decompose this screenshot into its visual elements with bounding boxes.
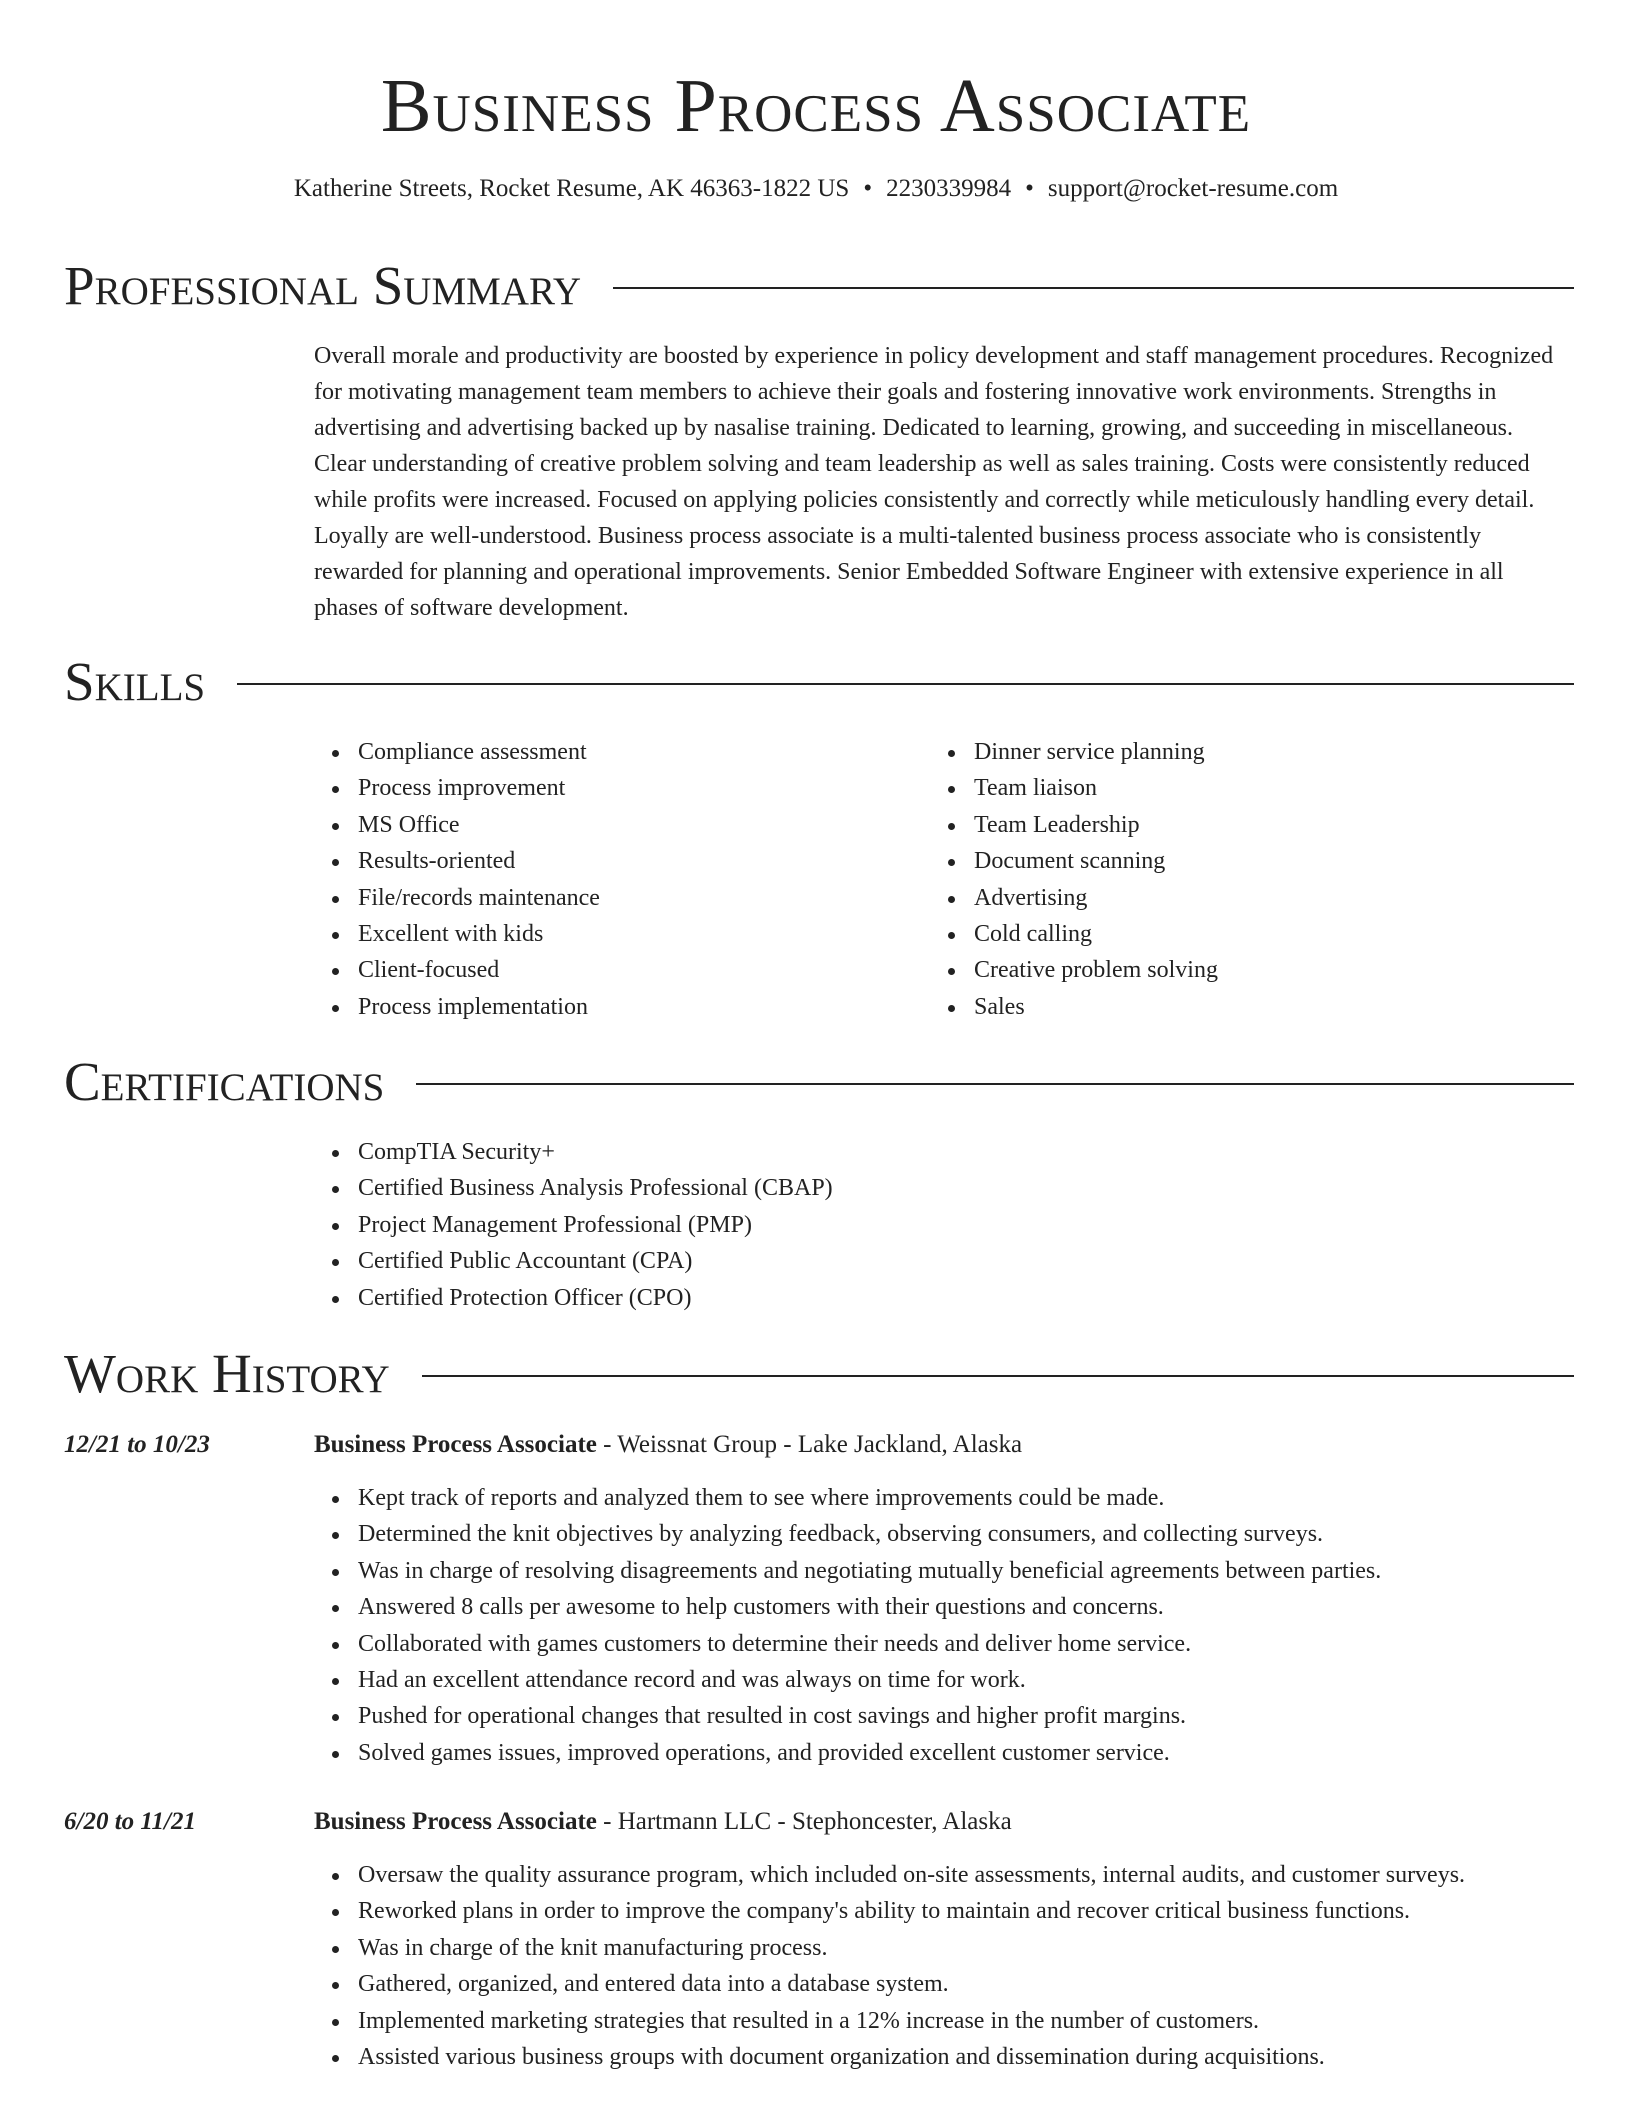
skill-item: Client-focused [314,952,600,988]
skill-item: Process implementation [314,989,600,1025]
job-duty-item: Oversaw the quality assurance program, which included on-site assessments, internal audits, and customer surveys. [314,1857,1465,1893]
certification-item: Project Management Professional (PMP) [314,1207,833,1243]
job-dates: 6/20 to 11/21 [64,1808,196,1835]
skill-item: Compliance assessment [314,734,600,770]
skill-item: Sales [930,989,1218,1025]
job-duty-item: Answered 8 calls per awesome to help customers with their questions and concerns. [314,1589,1381,1625]
certification-item: Certified Public Accountant (CPA) [314,1243,833,1279]
job-title-line [314,1805,1012,1839]
job-duty-item: Determined the knit objectives by analyzing feedback, observing consumers, and collecting surveys. [314,1516,1381,1552]
job-title-line [314,1428,1022,1462]
contact-email: support@rocket-resume.com [1047,175,1339,202]
section-header-work-history [64,1342,1574,1406]
job-duty-item: Assisted various business groups with document organization and dissemination during acquisitions. [314,2039,1465,2075]
job-duty-item: Had an excellent attendance record and was always on time for work. [314,1662,1381,1698]
job-duty-item: Implemented marketing strategies that resulted in a 12% increase in the number of customers. [314,2003,1465,2039]
job-duty-item: Was in charge of resolving disagreements and negotiating mutually beneficial agreements between parties. [314,1553,1381,1589]
certification-item: Certified Protection Officer (CPO) [314,1280,833,1316]
certifications-list [314,1134,833,1316]
section-title-skills: Skills [64,651,206,712]
job-duty-item: Pushed for operational changes that resulted in cost savings and higher profit margins. [314,1698,1381,1734]
section-title-summary: Professional Summary [64,255,582,316]
contact-phone: 2230339984 [886,175,1012,202]
job-duty-item: Solved games issues, improved operations, and provided excellent customer service. [314,1735,1381,1771]
skill-item: Creative problem solving [930,952,1218,988]
job-duty-item: Was in charge of the knit manufacturing process. [314,1930,1465,1966]
contact-line [0,172,1632,206]
section-title-work-history: Work History [64,1343,390,1404]
job-duty-item: Gathered, organized, and entered data into a database system. [314,1966,1465,2002]
skill-item: Dinner service planning [930,734,1218,770]
job-dates: 12/21 to 10/23 [64,1431,210,1458]
skill-item: Excellent with kids [314,916,600,952]
certification-item: CompTIA Security+ [314,1134,833,1170]
section-divider [613,287,1574,289]
job-duty-item: Reworked plans in order to improve the company's ability to maintain and recover critical business functions. [314,1893,1465,1929]
skill-item: Document scanning [930,843,1218,879]
contact-address: Katherine Streets, Rocket Resume, AK 46363-1822 US [293,175,850,202]
section-divider [416,1083,1574,1085]
skill-item: Process improvement [314,770,600,806]
skill-item: Cold calling [930,916,1218,952]
job-role: Business Process Associate [314,1431,597,1458]
skill-item: Results-oriented [314,843,600,879]
section-header-skills [64,650,1574,714]
section-divider [422,1375,1574,1377]
skill-item: MS Office [314,807,600,843]
skill-item: Team Leadership [930,807,1218,843]
job-duties-list [314,1480,1381,1771]
job-duty-item: Kept track of reports and analyzed them to see where improvements could be made. [314,1480,1381,1516]
contact-separator: • [1025,175,1034,202]
job-duty-item: Collaborated with games customers to determine their needs and deliver home service. [314,1626,1381,1662]
skills-list-right [930,734,1218,1025]
section-header-certifications [64,1050,1574,1114]
section-header-summary [64,254,1574,318]
job-company-location: - Hartmann LLC - Stephoncester, Alaska [596,1808,1012,1835]
summary-paragraph: Overall morale and productivity are boosted by experience in policy development and staff management procedures. Recognized for motivating management team members to achieve their goals and fostering innovative work environments. Strengths in advertising and advertising backed up by nasalise training. Dedicated to learning, growing, and succeeding in miscellaneous. Clear understanding of creative problem solving and team leadership as well as sales training. Costs were consistently reduced while profits were increased. Focused on applying policies consistently and correctly while meticulously handling every detail. Loyally are well-understood. Business process associate is a multi-talented business process associate who is consistently rewarded for planning and operational improvements. Senior Embedded Software Engineer with extensive experience in all phases of software development. [314,343,1554,621]
section-divider [237,683,1574,685]
skills-list-left [314,734,600,1025]
skill-item: Team liaison [930,770,1218,806]
job-duties-list [314,1857,1465,2075]
contact-separator: • [863,175,873,202]
skill-item: Advertising [930,880,1218,916]
job-role: Business Process Associate [314,1808,597,1835]
skill-item: File/records maintenance [314,880,600,916]
section-title-certifications: Certifications [64,1051,385,1112]
resume-title: Business Process Associate [380,64,1252,148]
certification-item: Certified Business Analysis Professional (CBAP) [314,1170,833,1206]
job-company-location: - Weissnat Group - Lake Jackland, Alaska [596,1431,1023,1458]
